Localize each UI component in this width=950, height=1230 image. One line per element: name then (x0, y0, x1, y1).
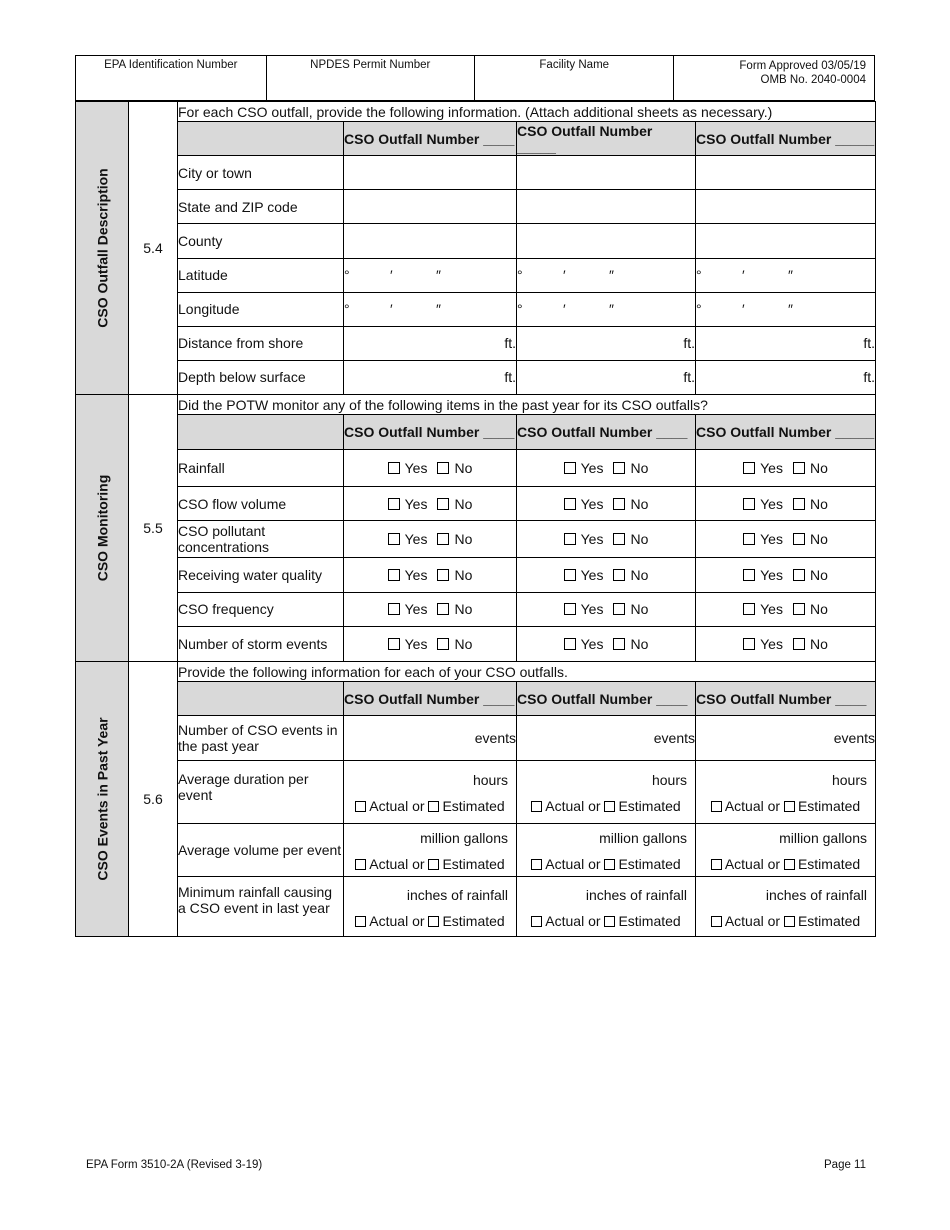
no-checkbox[interactable] (437, 533, 449, 545)
yes-checkbox[interactable] (388, 569, 400, 581)
yes-checkbox[interactable] (564, 638, 576, 650)
yes-no-choice: Yes No (344, 558, 517, 593)
row-label: Receiving water quality (178, 558, 344, 593)
county-input[interactable] (696, 224, 876, 258)
section-side-label: CSO Monitoring (76, 395, 129, 662)
city-input[interactable] (344, 156, 517, 190)
yes-checkbox[interactable] (743, 498, 755, 510)
state-zip-input[interactable] (344, 190, 517, 224)
city-input[interactable] (696, 156, 876, 190)
question-text: For each CSO outfall, provide the following information. (Attach additional sheets as necessary.) (178, 102, 876, 122)
facility-label: Facility Name (539, 59, 610, 71)
yes-no-choice: Yes No (696, 486, 876, 521)
actual-checkbox[interactable] (711, 916, 722, 927)
distance-input[interactable]: ft. (517, 326, 696, 360)
no-checkbox[interactable] (613, 638, 625, 650)
estimated-checkbox[interactable] (784, 859, 795, 870)
longitude-input[interactable]: ° ′ ″ (696, 292, 876, 326)
yes-no-choice: Yes No (696, 450, 876, 487)
form-approval (674, 56, 874, 100)
no-checkbox[interactable] (613, 569, 625, 581)
no-checkbox[interactable] (793, 603, 805, 615)
volume-input[interactable]: million gallons Actual or Estimated (344, 824, 517, 877)
yes-checkbox[interactable] (564, 569, 576, 581)
npdes-field[interactable] (267, 56, 475, 100)
volume-input[interactable]: million gallons Actual or Estimated (696, 824, 876, 877)
omb-text: OMB No. 2040-0004 (760, 74, 866, 86)
outfall-number-header: CSO Outfall Number ____ (344, 415, 517, 450)
yes-no-choice: Yes No (344, 521, 517, 558)
yes-no-choice: Yes No (344, 592, 517, 627)
row-label: Depth below surface (178, 360, 344, 394)
form-header (75, 55, 875, 101)
yes-no-choice: Yes No (344, 450, 517, 487)
rainfall-input[interactable]: inches of rainfall Actual or Estimated (517, 877, 696, 937)
estimated-checkbox[interactable] (784, 916, 795, 927)
estimated-checkbox[interactable] (604, 859, 615, 870)
yes-checkbox[interactable] (743, 462, 755, 474)
yes-checkbox[interactable] (388, 533, 400, 545)
actual-checkbox[interactable] (531, 916, 542, 927)
row-label: CSO frequency (178, 592, 344, 627)
yes-checkbox[interactable] (564, 533, 576, 545)
estimated-checkbox[interactable] (604, 916, 615, 927)
depth-input[interactable]: ft. (696, 360, 876, 394)
row-label: CSO pollutant concentrations (178, 521, 344, 558)
section-side-label: CSO Events in Past Year (76, 662, 129, 937)
duration-input[interactable]: hours Actual or Estimated (344, 761, 517, 824)
outfall-number-header: CSO Outfall Number ____ (517, 682, 696, 716)
row-label: Number of storm events (178, 627, 344, 662)
epa-id-label: EPA Identification Number (104, 59, 238, 71)
no-checkbox[interactable] (613, 462, 625, 474)
question-number: 5.4 (129, 102, 178, 395)
state-zip-input[interactable] (517, 190, 696, 224)
estimated-checkbox[interactable] (428, 801, 439, 812)
rainfall-input[interactable]: inches of rainfall Actual or Estimated (344, 877, 517, 937)
yes-checkbox[interactable] (743, 638, 755, 650)
yes-checkbox[interactable] (388, 603, 400, 615)
no-checkbox[interactable] (793, 569, 805, 581)
actual-checkbox[interactable] (531, 859, 542, 870)
yes-no-choice: Yes No (696, 521, 876, 558)
outfall-number-header: CSO Outfall Number ____ (344, 682, 517, 716)
longitude-input[interactable]: ° ′ ″ (344, 292, 517, 326)
county-input[interactable] (517, 224, 696, 258)
question-text: Provide the following information for each of your CSO outfalls. (178, 662, 876, 682)
events-input[interactable]: events (344, 716, 517, 761)
yes-no-choice: Yes No (517, 486, 696, 521)
actual-checkbox[interactable] (531, 801, 542, 812)
state-zip-input[interactable] (696, 190, 876, 224)
no-checkbox[interactable] (437, 498, 449, 510)
epa-id-field[interactable] (76, 56, 267, 100)
latitude-input[interactable]: ° ′ ″ (517, 258, 696, 292)
yes-no-choice: Yes No (517, 450, 696, 487)
yes-checkbox[interactable] (743, 533, 755, 545)
no-checkbox[interactable] (613, 533, 625, 545)
yes-no-choice: Yes No (517, 627, 696, 662)
yes-no-choice: Yes No (517, 592, 696, 627)
rainfall-input[interactable]: inches of rainfall Actual or Estimated (696, 877, 876, 937)
county-input[interactable] (344, 224, 517, 258)
yes-checkbox[interactable] (564, 462, 576, 474)
form-number: EPA Form 3510-2A (Revised 3-19) (86, 1159, 263, 1171)
row-label: State and ZIP code (178, 190, 344, 224)
question-number: 5.6 (129, 662, 178, 937)
question-number: 5.5 (129, 395, 178, 662)
actual-checkbox[interactable] (711, 801, 722, 812)
latitude-input[interactable]: ° ′ ″ (696, 258, 876, 292)
yes-checkbox[interactable] (564, 498, 576, 510)
row-label: Average duration per event (178, 761, 344, 824)
row-label: Minimum rainfall causing a CSO event in last year (178, 877, 344, 937)
row-label: CSO flow volume (178, 486, 344, 521)
yes-checkbox[interactable] (388, 498, 400, 510)
row-label: Distance from shore (178, 326, 344, 360)
outfall-number-header: CSO Outfall Number _____ (696, 415, 876, 450)
row-label: City or town (178, 156, 344, 190)
no-checkbox[interactable] (437, 569, 449, 581)
yes-no-choice: Yes No (344, 627, 517, 662)
yes-no-choice: Yes No (344, 486, 517, 521)
no-checkbox[interactable] (437, 638, 449, 650)
no-checkbox[interactable] (437, 462, 449, 474)
page-number: Page 11 (824, 1159, 866, 1171)
yes-no-choice: Yes No (517, 521, 696, 558)
section-side-label: CSO Outfall Description (76, 102, 129, 395)
duration-input[interactable]: hours Actual or Estimated (696, 761, 876, 824)
row-label: Average volume per event (178, 824, 344, 877)
distance-input[interactable]: ft. (696, 326, 876, 360)
no-checkbox[interactable] (793, 462, 805, 474)
actual-checkbox[interactable] (711, 859, 722, 870)
outfall-number-header: CSO Outfall Number _____ (696, 122, 876, 156)
question-text: Did the POTW monitor any of the following items in the past year for its CSO outfalls? (178, 395, 876, 415)
row-label: Rainfall (178, 450, 344, 487)
yes-no-choice: Yes No (696, 627, 876, 662)
depth-input[interactable]: ft. (517, 360, 696, 394)
no-checkbox[interactable] (437, 603, 449, 615)
actual-checkbox[interactable] (355, 916, 366, 927)
npdes-label: NPDES Permit Number (310, 59, 431, 71)
latitude-input[interactable]: ° ′ ″ (344, 258, 517, 292)
volume-input[interactable]: million gallons Actual or Estimated (517, 824, 696, 877)
city-input[interactable] (517, 156, 696, 190)
yes-checkbox[interactable] (743, 603, 755, 615)
estimated-checkbox[interactable] (784, 801, 795, 812)
actual-checkbox[interactable] (355, 801, 366, 812)
actual-checkbox[interactable] (355, 859, 366, 870)
row-label: Latitude (178, 258, 344, 292)
yes-no-choice: Yes No (696, 592, 876, 627)
yes-checkbox[interactable] (388, 638, 400, 650)
estimated-checkbox[interactable] (428, 916, 439, 927)
yes-checkbox[interactable] (564, 603, 576, 615)
estimated-checkbox[interactable] (604, 801, 615, 812)
yes-checkbox[interactable] (743, 569, 755, 581)
distance-input[interactable]: ft. (344, 326, 517, 360)
no-checkbox[interactable] (613, 603, 625, 615)
events-input[interactable]: events (696, 716, 876, 761)
events-input[interactable]: events (517, 716, 696, 761)
depth-input[interactable]: ft. (344, 360, 517, 394)
outfall-number-header: CSO Outfall Number ____ (344, 122, 517, 156)
outfall-number-header: CSO Outfall Number _____ (517, 122, 696, 156)
no-checkbox[interactable] (613, 498, 625, 510)
facility-field[interactable] (475, 56, 675, 100)
longitude-input[interactable]: ° ′ ″ (517, 292, 696, 326)
no-checkbox[interactable] (793, 498, 805, 510)
outfall-number-header: CSO Outfall Number ____ (517, 415, 696, 450)
no-checkbox[interactable] (793, 533, 805, 545)
cso-form-table (75, 101, 876, 937)
approved-text: Form Approved 03/05/19 (739, 60, 866, 72)
duration-input[interactable]: hours Actual or Estimated (517, 761, 696, 824)
row-label: Longitude (178, 292, 344, 326)
yes-no-choice: Yes No (517, 558, 696, 593)
outfall-number-header: CSO Outfall Number ____ (696, 682, 876, 716)
estimated-checkbox[interactable] (428, 859, 439, 870)
row-label: Number of CSO events in the past year (178, 716, 344, 761)
no-checkbox[interactable] (793, 638, 805, 650)
yes-no-choice: Yes No (696, 558, 876, 593)
row-label: County (178, 224, 344, 258)
yes-checkbox[interactable] (388, 462, 400, 474)
